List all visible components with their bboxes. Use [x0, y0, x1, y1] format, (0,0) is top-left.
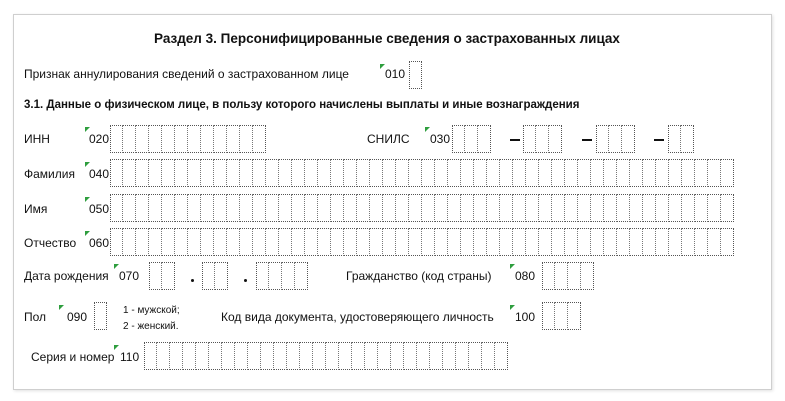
char-cell[interactable]: [175, 194, 188, 222]
char-cell[interactable]: [461, 194, 474, 222]
char-cell[interactable]: [292, 159, 305, 187]
char-cell[interactable]: [500, 228, 513, 256]
char-cell[interactable]: [487, 228, 500, 256]
char-cell[interactable]: [370, 159, 383, 187]
char-cell[interactable]: [656, 159, 669, 187]
char-cell[interactable]: [422, 194, 435, 222]
char-cell[interactable]: [695, 228, 708, 256]
char-cell[interactable]: [409, 159, 422, 187]
inn-label: ИНН: [24, 132, 50, 146]
char-cell[interactable]: [256, 262, 269, 290]
char-cell[interactable]: [396, 194, 409, 222]
char-cell[interactable]: [201, 194, 214, 222]
char-cell[interactable]: [409, 228, 422, 256]
char-cell[interactable]: [396, 159, 409, 187]
char-cell[interactable]: [542, 302, 555, 330]
char-cell[interactable]: [318, 194, 331, 222]
char-cell[interactable]: [643, 159, 656, 187]
char-cell[interactable]: [188, 159, 201, 187]
name-label: Имя: [24, 202, 48, 216]
char-cell[interactable]: [396, 228, 409, 256]
char-cell[interactable]: [417, 342, 430, 370]
char-cell[interactable]: [565, 159, 578, 187]
series-number-input[interactable]: [144, 342, 508, 370]
char-cell[interactable]: [201, 228, 214, 256]
char-cell[interactable]: [591, 228, 604, 256]
birth-date-label: Дата рождения: [24, 269, 109, 283]
char-cell[interactable]: [162, 194, 175, 222]
char-cell[interactable]: [604, 159, 617, 187]
char-cell[interactable]: [175, 159, 188, 187]
char-cell[interactable]: [656, 194, 669, 222]
gender-code: 090: [67, 310, 88, 324]
char-cell[interactable]: [495, 342, 508, 370]
char-cell[interactable]: [474, 194, 487, 222]
char-cell[interactable]: [630, 194, 643, 222]
annul-code: 010: [385, 67, 406, 81]
char-cell[interactable]: [326, 342, 339, 370]
char-cell[interactable]: [227, 194, 240, 222]
char-cell[interactable]: [123, 228, 136, 256]
char-cell[interactable]: [201, 159, 214, 187]
char-cell[interactable]: [539, 194, 552, 222]
char-cell[interactable]: [201, 125, 214, 153]
char-cell[interactable]: [378, 342, 391, 370]
citizenship-input[interactable]: [542, 262, 594, 290]
char-cell[interactable]: [721, 194, 734, 222]
citizenship-code: 080: [515, 269, 536, 283]
char-cell[interactable]: [214, 159, 227, 187]
char-cell[interactable]: [344, 194, 357, 222]
char-cell[interactable]: [136, 159, 149, 187]
char-cell[interactable]: [162, 159, 175, 187]
char-cell[interactable]: [478, 125, 491, 153]
char-cell[interactable]: [622, 125, 635, 153]
char-cell[interactable]: [708, 228, 721, 256]
char-cell[interactable]: [357, 228, 370, 256]
char-cell[interactable]: [110, 228, 123, 256]
char-cell[interactable]: [578, 228, 591, 256]
char-cell[interactable]: [555, 302, 568, 330]
char-cell[interactable]: [448, 194, 461, 222]
char-cell[interactable]: [279, 194, 292, 222]
char-cell[interactable]: [235, 342, 248, 370]
doc-type-code: 100: [515, 310, 536, 324]
char-cell[interactable]: [591, 194, 604, 222]
char-cell[interactable]: [526, 159, 539, 187]
dash-separator: [654, 139, 664, 141]
char-cell[interactable]: [214, 194, 227, 222]
char-cell[interactable]: [144, 342, 157, 370]
char-cell[interactable]: [552, 228, 565, 256]
char-cell[interactable]: [94, 302, 107, 330]
char-cell[interactable]: [721, 228, 734, 256]
char-cell[interactable]: [630, 159, 643, 187]
char-cell[interactable]: [253, 228, 266, 256]
char-cell[interactable]: [227, 228, 240, 256]
char-cell[interactable]: [214, 125, 227, 153]
char-cell[interactable]: [669, 194, 682, 222]
char-cell[interactable]: [656, 228, 669, 256]
char-cell[interactable]: [215, 262, 228, 290]
char-cell[interactable]: [331, 159, 344, 187]
char-cell[interactable]: [552, 159, 565, 187]
char-cell[interactable]: [123, 194, 136, 222]
char-cell[interactable]: [422, 228, 435, 256]
char-cell[interactable]: [513, 159, 526, 187]
char-cell[interactable]: [188, 228, 201, 256]
char-cell[interactable]: [448, 159, 461, 187]
char-cell[interactable]: [513, 228, 526, 256]
char-cell[interactable]: [282, 262, 295, 290]
surname-code: 040: [89, 167, 110, 181]
char-cell[interactable]: [123, 159, 136, 187]
char-cell[interactable]: [274, 342, 287, 370]
char-cell[interactable]: [549, 125, 562, 153]
char-cell[interactable]: [162, 228, 175, 256]
char-cell[interactable]: [344, 228, 357, 256]
char-cell[interactable]: [188, 194, 201, 222]
char-cell[interactable]: [721, 159, 734, 187]
annul-label: Признак аннулирования сведений о застрахованном лице: [24, 67, 349, 81]
char-cell[interactable]: [552, 194, 565, 222]
citizenship-label: Гражданство (код страны): [346, 269, 492, 283]
char-cell[interactable]: [443, 342, 456, 370]
char-cell[interactable]: [555, 262, 568, 290]
char-cell[interactable]: [643, 228, 656, 256]
dash-separator: [582, 139, 592, 141]
char-cell[interactable]: [170, 342, 183, 370]
char-cell[interactable]: [500, 194, 513, 222]
char-cell[interactable]: [261, 342, 274, 370]
char-cell[interactable]: [682, 228, 695, 256]
dot-separator: [244, 279, 247, 282]
char-cell[interactable]: [409, 61, 422, 89]
char-cell[interactable]: [448, 228, 461, 256]
series-number-label: Серия и номер: [31, 350, 115, 364]
char-cell[interactable]: [452, 125, 465, 153]
char-cell[interactable]: [523, 125, 536, 153]
char-cell[interactable]: [617, 228, 630, 256]
char-cell[interactable]: [287, 342, 300, 370]
char-cell[interactable]: [526, 194, 539, 222]
char-cell[interactable]: [110, 125, 123, 153]
char-cell[interactable]: [617, 194, 630, 222]
char-cell[interactable]: [149, 159, 162, 187]
char-cell[interactable]: [578, 159, 591, 187]
name-code: 050: [89, 202, 110, 216]
char-cell[interactable]: [568, 262, 581, 290]
char-cell[interactable]: [209, 342, 222, 370]
char-cell[interactable]: [292, 228, 305, 256]
char-cell[interactable]: [681, 125, 694, 153]
char-cell[interactable]: [568, 302, 581, 330]
char-cell[interactable]: [352, 342, 365, 370]
char-cell[interactable]: [383, 194, 396, 222]
char-cell[interactable]: [482, 342, 495, 370]
surname-label: Фамилия: [24, 167, 75, 181]
char-cell[interactable]: [269, 262, 282, 290]
char-cell[interactable]: [461, 159, 474, 187]
char-cell[interactable]: [682, 194, 695, 222]
char-cell[interactable]: [365, 342, 378, 370]
char-cell[interactable]: [430, 342, 443, 370]
char-cell[interactable]: [253, 194, 266, 222]
char-cell[interactable]: [305, 228, 318, 256]
subsection-title: 3.1. Данные о физическом лице, в пользу которого начислены выплаты и иные вознаграждения: [24, 99, 580, 111]
char-cell[interactable]: [526, 228, 539, 256]
char-cell[interactable]: [305, 194, 318, 222]
snils-input-part-4[interactable]: [668, 125, 694, 153]
char-cell[interactable]: [157, 342, 170, 370]
char-cell[interactable]: [708, 194, 721, 222]
char-cell[interactable]: [214, 228, 227, 256]
char-cell[interactable]: [391, 342, 404, 370]
char-cell[interactable]: [149, 228, 162, 256]
char-cell[interactable]: [469, 342, 482, 370]
char-cell[interactable]: [668, 125, 681, 153]
char-cell[interactable]: [536, 125, 549, 153]
char-cell[interactable]: [565, 228, 578, 256]
snils-label: СНИЛС: [367, 132, 410, 146]
char-cell[interactable]: [539, 159, 552, 187]
char-cell[interactable]: [227, 159, 240, 187]
char-cell[interactable]: [279, 228, 292, 256]
char-cell[interactable]: [318, 159, 331, 187]
char-cell[interactable]: [110, 194, 123, 222]
char-cell[interactable]: [149, 194, 162, 222]
char-cell[interactable]: [136, 125, 149, 153]
char-cell[interactable]: [305, 159, 318, 187]
char-cell[interactable]: [542, 262, 555, 290]
doc-type-label: Код вида документа, удостоверяющего личность: [221, 310, 494, 324]
char-cell[interactable]: [240, 228, 253, 256]
char-cell[interactable]: [383, 159, 396, 187]
char-cell[interactable]: [175, 228, 188, 256]
char-cell[interactable]: [604, 228, 617, 256]
char-cell[interactable]: [240, 159, 253, 187]
birth-date-code: 070: [119, 269, 140, 283]
char-cell[interactable]: [357, 159, 370, 187]
char-cell[interactable]: [266, 228, 279, 256]
char-cell[interactable]: [331, 194, 344, 222]
char-cell[interactable]: [487, 159, 500, 187]
char-cell[interactable]: [313, 342, 326, 370]
char-cell[interactable]: [487, 194, 500, 222]
char-cell[interactable]: [292, 194, 305, 222]
gender-label: Пол: [24, 310, 47, 324]
patronymic-code: 060: [89, 236, 110, 250]
birth-day-input[interactable]: [149, 262, 175, 290]
char-cell[interactable]: [465, 125, 478, 153]
birth-month-input[interactable]: [202, 262, 228, 290]
char-cell[interactable]: [344, 159, 357, 187]
inn-input[interactable]: [110, 125, 266, 153]
char-cell[interactable]: [266, 194, 279, 222]
char-cell[interactable]: [136, 194, 149, 222]
char-cell[interactable]: [456, 342, 469, 370]
dash-separator: [510, 139, 520, 141]
patronymic-label: Отчество: [24, 236, 77, 250]
char-cell[interactable]: [162, 262, 175, 290]
char-cell[interactable]: [266, 159, 279, 187]
char-cell[interactable]: [539, 228, 552, 256]
char-cell[interactable]: [669, 159, 682, 187]
snils-code: 030: [430, 132, 451, 146]
char-cell[interactable]: [370, 194, 383, 222]
char-cell[interactable]: [500, 159, 513, 187]
char-cell[interactable]: [708, 159, 721, 187]
char-cell[interactable]: [370, 228, 383, 256]
char-cell[interactable]: [188, 125, 201, 153]
patronymic-input[interactable]: [110, 228, 734, 256]
char-cell[interactable]: [695, 159, 708, 187]
field-marker: [59, 305, 64, 310]
char-cell[interactable]: [513, 194, 526, 222]
name-input[interactable]: [110, 194, 734, 222]
char-cell[interactable]: [222, 342, 235, 370]
char-cell[interactable]: [604, 194, 617, 222]
char-cell[interactable]: [409, 194, 422, 222]
char-cell[interactable]: [149, 125, 162, 153]
char-cell[interactable]: [422, 159, 435, 187]
surname-input[interactable]: [110, 159, 734, 187]
char-cell[interactable]: [474, 228, 487, 256]
char-cell[interactable]: [695, 194, 708, 222]
char-cell[interactable]: [253, 125, 266, 153]
doc-type-input[interactable]: [542, 302, 581, 330]
char-cell[interactable]: [357, 194, 370, 222]
char-cell[interactable]: [240, 194, 253, 222]
char-cell[interactable]: [248, 342, 261, 370]
char-cell[interactable]: [240, 125, 253, 153]
snils-input-part-2[interactable]: [523, 125, 562, 153]
char-cell[interactable]: [435, 194, 448, 222]
gender-input[interactable]: [94, 302, 107, 330]
char-cell[interactable]: [196, 342, 209, 370]
char-cell[interactable]: [581, 262, 594, 290]
char-cell[interactable]: [175, 125, 188, 153]
char-cell[interactable]: [227, 125, 240, 153]
char-cell[interactable]: [474, 159, 487, 187]
inn-code: 020: [89, 132, 110, 146]
char-cell[interactable]: [609, 125, 622, 153]
char-cell[interactable]: [435, 159, 448, 187]
snils-input-part-3[interactable]: [596, 125, 635, 153]
char-cell[interactable]: [383, 228, 396, 256]
char-cell[interactable]: [202, 262, 215, 290]
char-cell[interactable]: [300, 342, 313, 370]
dot-separator: [191, 279, 194, 282]
char-cell[interactable]: [162, 125, 175, 153]
char-cell[interactable]: [435, 228, 448, 256]
annul-input[interactable]: [409, 61, 422, 89]
gender-option-female: 2 - женский.: [123, 321, 179, 332]
series-number-code: 110: [120, 350, 140, 364]
char-cell[interactable]: [596, 125, 609, 153]
char-cell[interactable]: [279, 159, 292, 187]
char-cell[interactable]: [682, 159, 695, 187]
char-cell[interactable]: [578, 194, 591, 222]
char-cell[interactable]: [149, 262, 162, 290]
char-cell[interactable]: [253, 159, 266, 187]
char-cell[interactable]: [295, 262, 308, 290]
char-cell[interactable]: [643, 194, 656, 222]
char-cell[interactable]: [183, 342, 196, 370]
char-cell[interactable]: [669, 228, 682, 256]
field-marker: [114, 345, 119, 350]
gender-option-male: 1 - мужской;: [123, 305, 180, 316]
char-cell[interactable]: [339, 342, 352, 370]
char-cell[interactable]: [565, 194, 578, 222]
snils-input-part-1[interactable]: [452, 125, 491, 153]
birth-year-input[interactable]: [256, 262, 308, 290]
char-cell[interactable]: [630, 228, 643, 256]
char-cell[interactable]: [617, 159, 630, 187]
char-cell[interactable]: [331, 228, 344, 256]
char-cell[interactable]: [123, 125, 136, 153]
char-cell[interactable]: [136, 228, 149, 256]
char-cell[interactable]: [110, 159, 123, 187]
char-cell[interactable]: [591, 159, 604, 187]
char-cell[interactable]: [461, 228, 474, 256]
char-cell[interactable]: [318, 228, 331, 256]
section-title: Раздел 3. Персонифицированные сведения о застрахованных лицах: [154, 31, 620, 46]
char-cell[interactable]: [404, 342, 417, 370]
